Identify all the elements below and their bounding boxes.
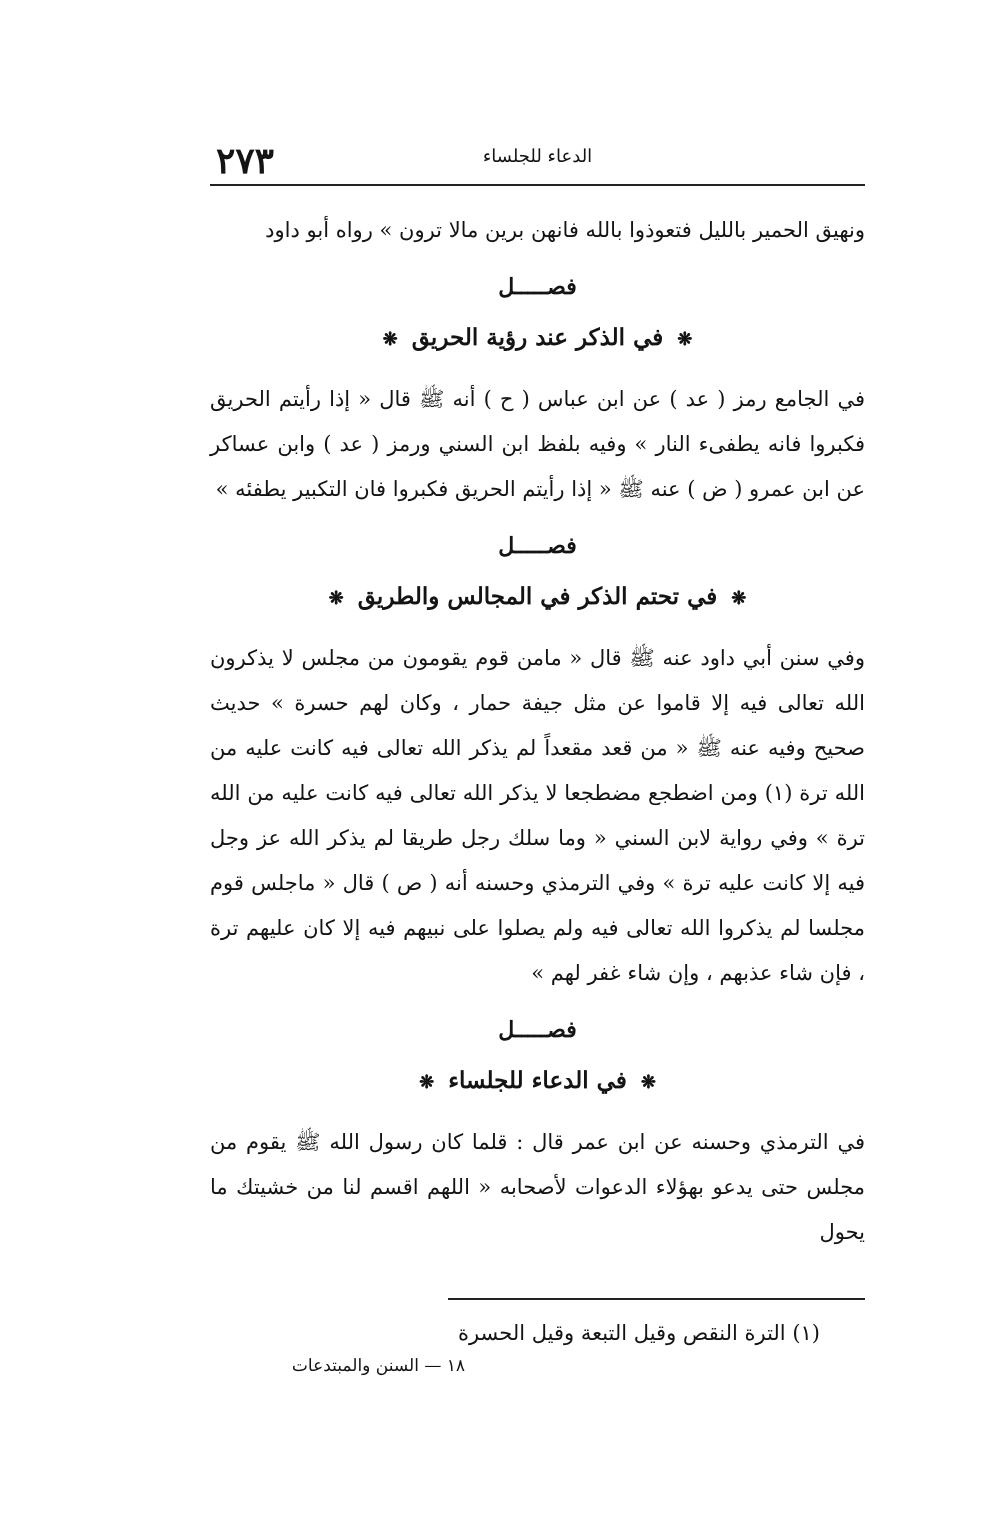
header-rule	[210, 184, 865, 186]
ornament-icon: ❋	[640, 1072, 656, 1093]
page-number: ٢٧٣	[216, 140, 275, 182]
section-title-text: في الدعاء للجلساء	[448, 1067, 627, 1094]
section-label: فصـــــل	[498, 274, 577, 300]
section-title	[210, 1060, 865, 1104]
paragraph: في الجامع رمز ( عد ) عن ابن عباس ( ح ) أنه ﷺ قال « إذا رأيتم الحريق فكبروا فانه يطفىء النار » وفيه بلفظ ابن السني ورمز ( عد ) وابن عساكر عن ابن عمرو ( ض ) عنه ﷺ « إذا رأيتم الحريق فكبروا فان التكبير يطفئه »	[210, 387, 865, 501]
intro-line: ونهيق الحمير بالليل فتعوذوا بالله فانهن برين مالا ترون » رواه أبو داود	[265, 218, 865, 242]
section-title	[210, 576, 865, 620]
ornament-icon: ❋	[328, 588, 344, 609]
paragraph: وفي سنن أبي داود عنه ﷺ قال « مامن قوم يقومون من مجلس لا يذكرون الله تعالى فيه إلا قاموا عن مثل جيفة حمار ، وكان لهم حسرة » حديث صحيح وفيه عنه ﷺ « من قعد مقعداً لم يذكر الله تعالى فيه كانت عليه من الله ترة (١) ومن اضطجع مضطجعا لا يذكر الله تعالى فيه كانت عليه من الله ترة » وفي رواية لابن السني « وما سلك رجل طريقا لم يذكر الله عز وجل فيه إلا كانت عليه ترة » وفي الترمذي وحسنه أنه ( ص ) قال « ماجلس قوم مجلسا لم يذكروا الله تعالى فيه ولم يصلوا على نبيهم فيه إلا كان عليهم ترة ، فإن شاء عذبهم ، وإن شاء غفر لهم »	[210, 646, 866, 985]
section-title-text: في الذكر عند رؤية الحريق	[411, 324, 664, 351]
running-title: الدعاء للجلساء	[482, 146, 593, 167]
main-text	[210, 208, 865, 1255]
page-header	[210, 140, 865, 186]
footnote-rule	[448, 1298, 865, 1300]
paragraph: في الترمذي وحسنه عن ابن عمر قال : قلما كان رسول الله ﷺ يقوم من مجلس حتى يدعو بهؤلاء الدعوات لأصحابه « اللهم اقسم لنا من خشيتك ما يحول	[210, 1130, 865, 1244]
section-title-text: في تحتم الذكر في المجالس والطريق	[357, 583, 718, 610]
section-label: فصـــــل	[498, 533, 577, 559]
section-title	[210, 317, 865, 361]
section-label: فصـــــل	[498, 1017, 577, 1043]
ornament-icon: ❋	[419, 1072, 435, 1093]
ornament-icon: ❋	[731, 588, 747, 609]
printer-signature: ١٨ — السنن والمبتدعات	[291, 1356, 465, 1376]
ornament-icon: ❋	[382, 329, 398, 350]
footnote: (١) الترة النقص وقيل التبعة وقيل الحسرة	[457, 1321, 820, 1345]
ornament-icon: ❋	[677, 329, 693, 350]
